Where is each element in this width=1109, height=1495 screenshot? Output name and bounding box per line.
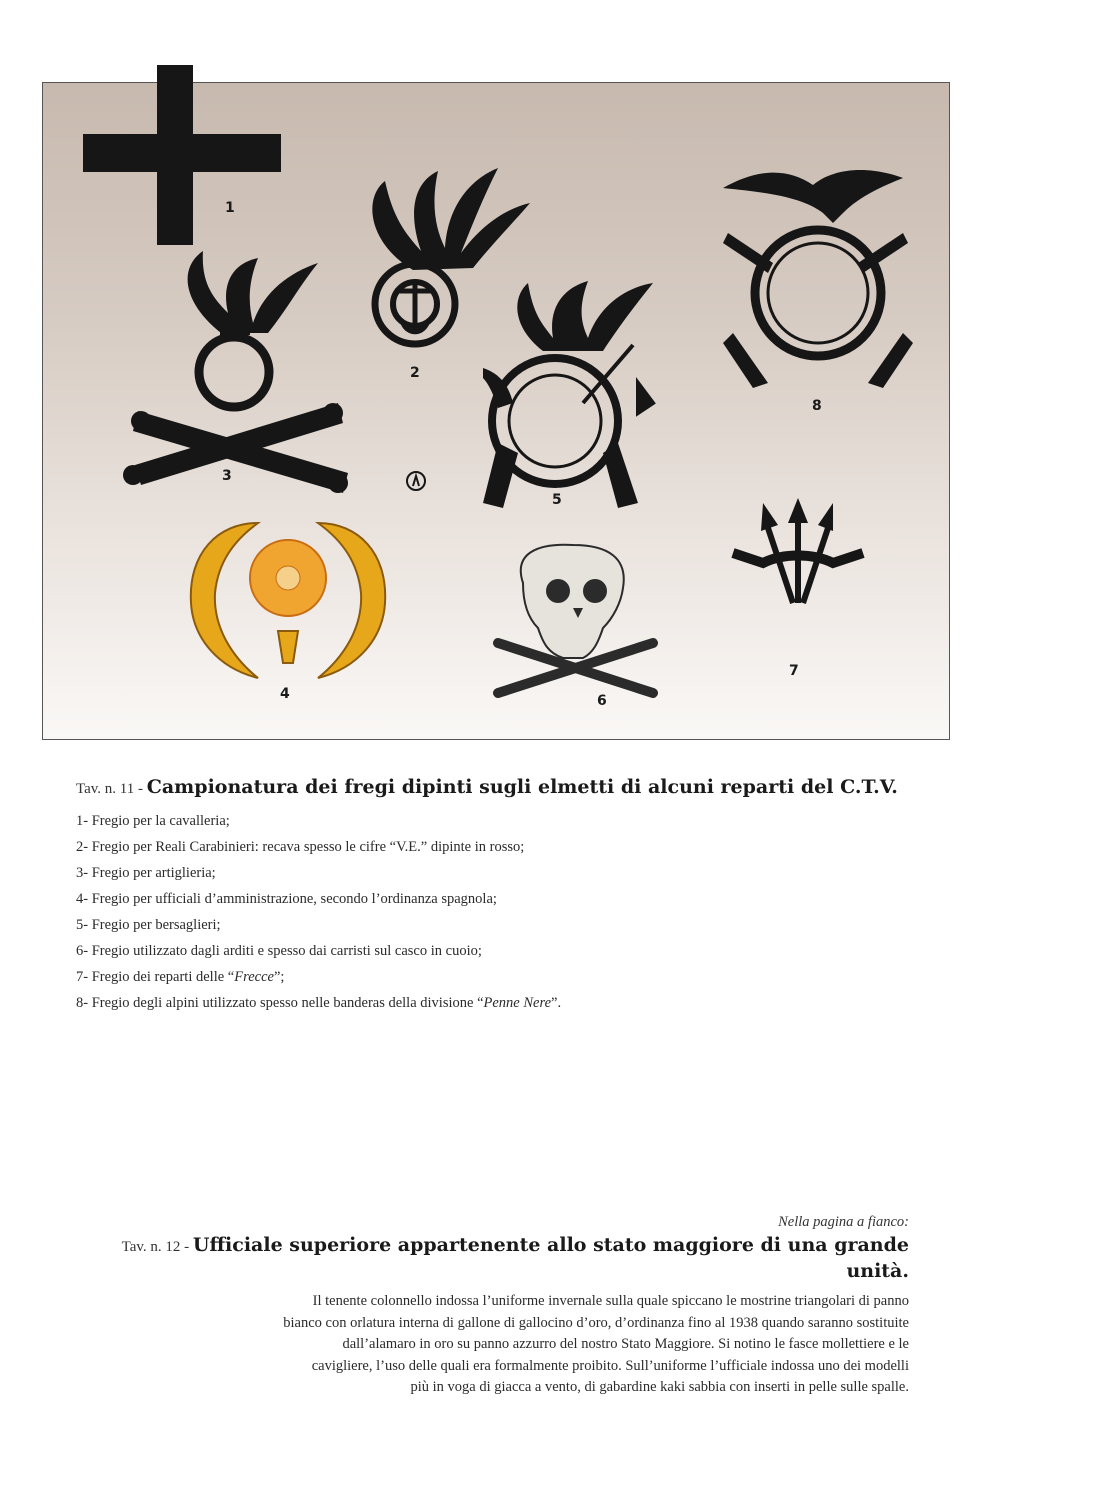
- plate-12-caption: [79, 1214, 909, 1399]
- caption-item-3: 3- Fregio per artiglieria;: [76, 865, 216, 881]
- insignia-6-skull: [498, 545, 653, 693]
- side-description: [79, 1291, 909, 1399]
- caption-item-2: 2- Fregio per Reali Carabinieri: recava spesso le cifre “V.E.” dipinte in rosso;: [76, 839, 525, 855]
- caption-item-4: 4- Fregio per ufficiali d’amministrazione, secondo l’ordinanza spagnola;: [76, 891, 497, 907]
- insignia-5-bersaglieri: [483, 281, 653, 508]
- insignia-8-alpini: [723, 170, 913, 388]
- insignia-1-cross: [83, 65, 281, 245]
- caption-item-8-italic: Penne Nere: [483, 995, 552, 1011]
- insignia-number-6: 6: [597, 693, 607, 709]
- side-title-text: Ufficiale superiore appartenente allo stato maggiore di una grande unità.: [192, 1234, 909, 1282]
- insignia-number-4: 4: [280, 686, 290, 702]
- caption-item-7-after: ”;: [273, 969, 285, 985]
- side-line-1: Il tenente colonnello indossa l’uniforme invernale sulla quale spiccano le mostrine triangolari di panno: [312, 1293, 909, 1309]
- side-line-4: cavigliere, l’uso delle quali era formalmente proibito. Sull’uniforme l’ufficiale indossa uno dei modelli: [311, 1357, 909, 1374]
- caption-item-8-after: ”.: [551, 995, 562, 1011]
- caption-item-8-before: 8- Fregio degli alpini utilizzato spesso nelle banderas della divisione “: [76, 995, 484, 1011]
- insignia-number-7: 7: [789, 663, 799, 679]
- caption-list: [76, 808, 956, 1016]
- plate-11-caption: [76, 775, 956, 1016]
- insignia-7-arrows-yoke: [733, 498, 863, 603]
- insignia-2-carabinieri-grenade: [372, 168, 530, 344]
- caption-prefix: Tav. n. 11 -: [76, 781, 147, 797]
- caption-item-7-italic: Frecce: [234, 969, 274, 985]
- insignia-center-mark: [407, 472, 425, 490]
- caption-item-8: [76, 990, 956, 1016]
- caption-item-1: 1- Fregio per la cavalleria;: [76, 813, 230, 829]
- caption-title: [76, 775, 956, 801]
- side-prefix: Tav. n. 12 -: [121, 1239, 193, 1255]
- side-title: [79, 1233, 909, 1283]
- insignia-number-8: 8: [812, 398, 822, 414]
- side-line-5: più in voga di giacca a vento, di gabardine kaki sabbia con inserti in pelle sulle spalle.: [410, 1379, 909, 1396]
- insignia-plate: [42, 82, 950, 740]
- caption-item-7: [76, 964, 956, 990]
- side-line-2: bianco con orlatura interna di gallone di gallocino d’oro, d’ordinanza fino al 1938 quando saranno sostituite: [283, 1314, 909, 1331]
- insignia-3-artillery: [123, 251, 348, 493]
- caption-title-text: Campionatura dei fregi dipinti sugli elmetti di alcuni reparti del C.T.V.: [146, 776, 898, 798]
- insignia-number-3: 3: [222, 468, 232, 484]
- insignia-number-1: 1: [225, 200, 235, 216]
- insignia-number-2: 2: [410, 365, 420, 381]
- side-line-3: dall’alamaro in oro su panno azzurro del nostro Stato Maggiore. Si notino le fasce mollettiere e le: [342, 1336, 909, 1353]
- side-note: Nella pagina a fianco:: [778, 1214, 909, 1230]
- caption-item-7-before: 7- Fregio dei reparti delle “: [76, 969, 235, 985]
- caption-item-5: 5- Fregio per bersaglieri;: [76, 917, 221, 933]
- caption-item-6: 6- Fregio utilizzato dagli arditi e spesso dai carristi sul casco in cuoio;: [76, 943, 482, 959]
- insignia-4-administration-wreath: [191, 523, 385, 678]
- insignia-number-5: 5: [552, 492, 562, 508]
